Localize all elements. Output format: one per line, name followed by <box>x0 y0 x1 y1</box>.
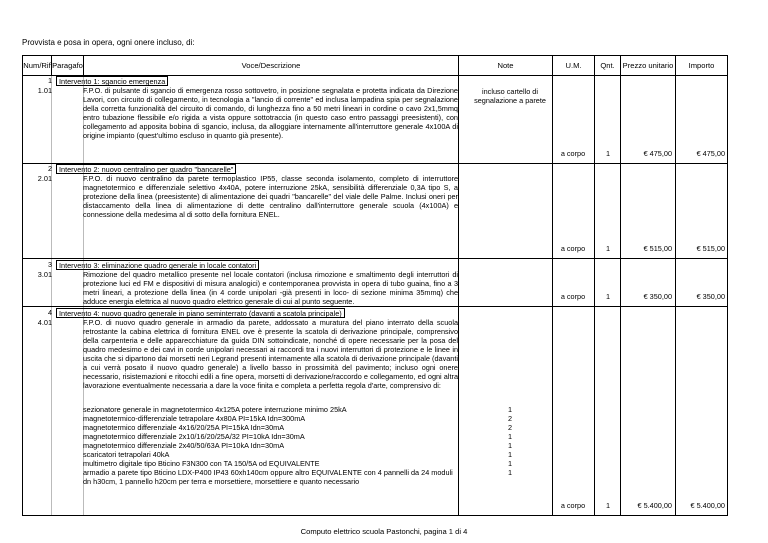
list-item-qty: 1 <box>507 405 513 414</box>
list-item: scaricatori tetrapolari 40kA <box>83 450 170 459</box>
list-item: armadio a parete tipo Bticino LDX-P400 IP43 60xh140cm oppure altro EQUIVALENTE con 4 pannelli da 24 moduli dn h30cm, 1 pannello h20cm per terra e morsettiere, morsettiere e quanto necessario <box>83 468 453 486</box>
header-price: Prezzo unitario <box>620 55 676 76</box>
row-divider <box>22 515 728 516</box>
item-number: 1.01 <box>37 86 52 95</box>
header-paragraph: Paragafo <box>51 55 84 76</box>
header-description: Voce/Descrizione <box>83 55 459 76</box>
item-number: 4.01 <box>37 318 52 327</box>
list-item-qty: 1 <box>507 468 513 477</box>
list-item-qty: 2 <box>507 414 513 423</box>
item-um: a corpo <box>560 292 586 301</box>
section-number: 3 <box>47 260 52 269</box>
list-item-qty: 1 <box>507 432 513 441</box>
list-item: sezionatore generale in magnetotermico 4x125A potere interruzione minimo 25kA <box>83 405 347 414</box>
header-amount: Importo <box>675 55 728 76</box>
row-divider <box>22 306 728 307</box>
item-qnt: 1 <box>605 149 611 158</box>
section-title: Intervento 4: nuovo quadro generale in piano seminterrato (davanti a scatola principale) <box>56 308 345 318</box>
item-qnt: 1 <box>605 244 611 253</box>
component-qty-list <box>500 405 520 477</box>
header-qnt: Qnt. <box>594 55 621 76</box>
item-amount: € 350,00 <box>696 292 725 301</box>
list-item: multimetro digitale tipo Bticino F3N300 con TA 150/5A od EQUIVALENTE <box>83 459 320 468</box>
list-item: magnetotermico-differenziale tetrapolare 4x80A PI=15kA Idn=300mA <box>83 414 306 423</box>
section-number: 4 <box>47 308 52 317</box>
section-title: Intervento 2: nuovo centralino per quadro "bancarelle" <box>56 164 236 174</box>
col-line <box>51 76 52 516</box>
col-line <box>620 76 621 516</box>
item-price: € 350,00 <box>643 292 672 301</box>
item-number: 2.01 <box>37 174 52 183</box>
item-um: a corpo <box>560 149 586 158</box>
col-line <box>727 76 728 516</box>
item-description: F.P.O. di nuovo centralino da parete termoplastico IP55, classe seconda isolamento, completo di interruttore magnetotermico e differenziale selettivo 4x40A, potere interruzione 25kA, sensibilità differenziale 0,3A tipo S, a protezione della linea (preesistente) di alimentazione dei quadri "bancarelle" del viale delle Palme. Inclusi oneri per distaccamento della linea di alimentazione di dette centralino dall'interruttore generale scuola (4x100A) e connessione della medesima al di sotto della fornitura ENEL. <box>83 174 458 219</box>
row-divider <box>22 258 728 259</box>
list-item-qty: 2 <box>507 423 513 432</box>
section-title: Intervento 3: eliminazione quadro generale in locale contatori <box>56 260 259 270</box>
item-um: a corpo <box>560 501 586 510</box>
header-num: Num/Rif <box>22 55 52 76</box>
col-line <box>22 76 23 516</box>
item-price: € 5.400,00 <box>637 501 672 510</box>
item-number: 3.01 <box>37 270 52 279</box>
col-line <box>675 76 676 516</box>
item-qnt: 1 <box>605 292 611 301</box>
item-amount: € 475,00 <box>696 149 725 158</box>
list-item-qty: 1 <box>507 450 513 459</box>
item-note: incluso cartello di segnalazione a parete <box>474 87 546 105</box>
page-footer: Computo elettrico scuola Pastonchi, pagina 1 di 4 <box>300 527 468 536</box>
col-line <box>458 76 459 516</box>
list-item: magnetotermico differenziale 2x40/50/63A PI=10kA Idn=30mA <box>83 441 285 450</box>
list-item-qty: 1 <box>507 459 513 468</box>
section-title: Intervento 1: sgancio emergenza <box>56 76 168 86</box>
item-price: € 515,00 <box>643 244 672 253</box>
item-um: a corpo <box>560 244 586 253</box>
list-item: magnetotermico differenziale 4x16/20/25A PI=15kA Idn=30mA <box>83 423 285 432</box>
item-amount: € 5.400,00 <box>690 501 725 510</box>
list-item-qty: 1 <box>507 441 513 450</box>
item-description: Rimozione del quadro metallico presente nel locale contatori (inclusa rimozione e smaltimento degli interruttori di protezione luci ed FM e dispositivi di misura analogici) e contemporanea provvista in opera di tubo guaina, fino a 3 metri lineari, a protezione della linea (in 4 corde unipolari -già presenti in loco- di sezione minima 35mmq) che adduce energia elettrica al nuovo quadro elettrico generale di cui al punto seguente. <box>83 270 458 306</box>
header-um: U.M. <box>552 55 595 76</box>
item-description: F.P.O. di pulsante di sgancio di emergenza rosso sottovetro, in posizione segnalata e protetta indicata da Direzione Lavori, con circuito di collegamento, in tecnologia a "lancio di corrente" ed inclusa lampadina spia per segnalazione della corretta funzionalità del circuito di comando, di lunghezza fino a 50 metri lineari in cordine o cavo 2x1,5mmq entro tubazione flessibile e/o rigida a vista oppure sottotraccia (in questo caso entro passaggi preesistenti), con collegamento ad apposita bobina di sgancio, inclusa, da alloggiare internamente all'interruttore generale 4x100A di origine impianto (quest'ultimo escluso in quanto già presente). <box>83 86 458 140</box>
intro-text: Provvista e posa in opera, ogni onere incluso, di: <box>22 38 195 47</box>
component-list <box>83 405 458 486</box>
list-item: magnetotermico differenziale 2x10/16/20/25A/32 PI=10kA Idn=30mA <box>83 432 305 441</box>
item-qnt: 1 <box>605 501 611 510</box>
item-price: € 475,00 <box>643 149 672 158</box>
section-number: 2 <box>47 164 52 173</box>
header-note: Note <box>458 55 553 76</box>
item-amount: € 515,00 <box>696 244 725 253</box>
item-description: F.P.O. di nuovo quadro generale in armadio da parete, addossato a muratura del piano interrato della scuola retrostante la cabina elettrica di fornitura ENEL ove è presente la scatola di derivazione principale, comprensivo della carpenteria e delle apparecchiature da guida DIN sottoindicate, nonché di opere necessarie per la posa del quadro medesimo e dei cavi in corde unipolari necessari ai raccordi tra i nuovi interruttori di protezione e le linee in uscita che si dipartono dai morsetti neri Legrand presenti internamente alla scatola di derivazione principale (davanti a cui verrà posato il nuovo quadro generale) a livello basso in prossimità del pavimento; incluso ogni onere necessario, risistemazioni e ritocchi edili a fine opera, morsetti di derivazione/raccordo e collegamento, ed ogni altra lavorazione eventualmente necessaria a dare la voce finita e completa a perfetta regola d'arte, comprensivo di: <box>83 318 458 390</box>
section-number: 1 <box>47 76 52 85</box>
col-line <box>594 76 595 516</box>
